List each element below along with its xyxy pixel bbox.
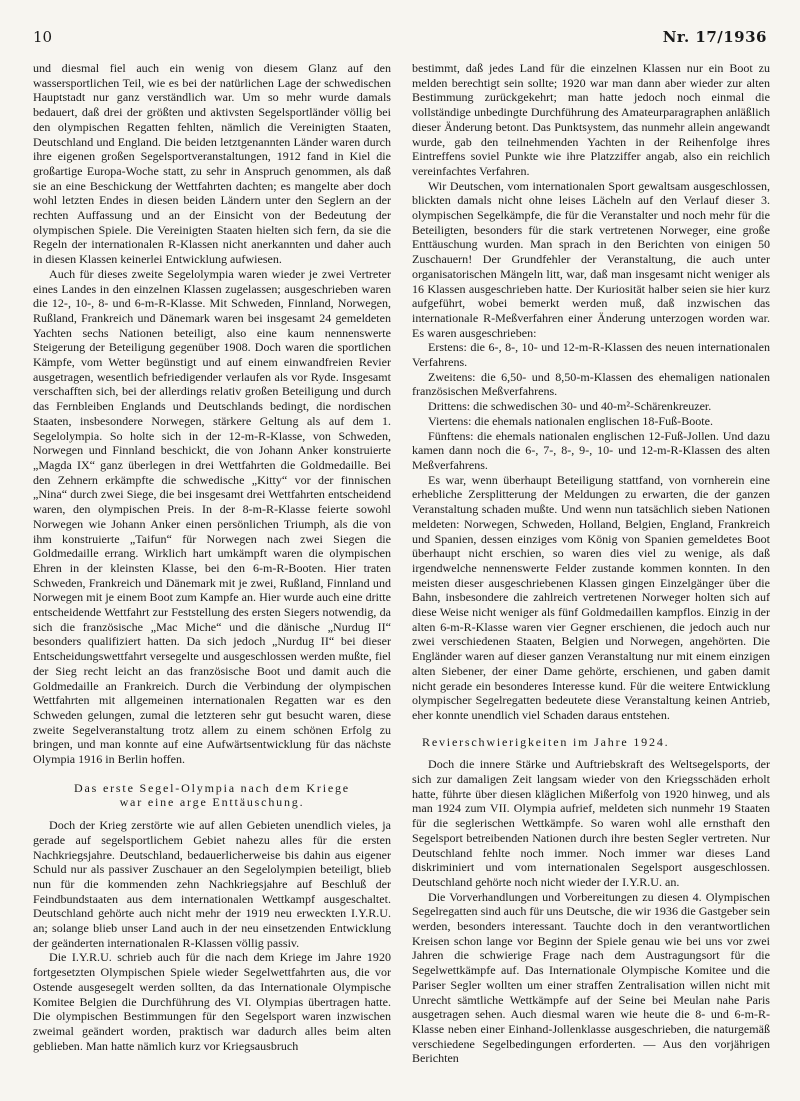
- section-heading: [33, 781, 391, 810]
- paragraph: Die I.Y.R.U. schrieb auch für die nach dem Kriege im Jahre 1920 fortgesetzten Olympischen Spiele wieder Segelwettfahrten aus, die vor Ostende ausgesegelt werden sollten, da das Internationale Olympische Komitee Belgien die Durchführung des VI. Olympias übertragen hatte. Die olympischen Bestimmungen für den Segelsport waren inzwischen zweimal geändert worden, praktisch war dadurch alles beim alten geblieben. Man hatte nämlich kurz vor Kriegsausbruch: [33, 950, 391, 1053]
- paragraph: Auch für dieses zweite Segelolympia waren wieder je zwei Vertreter eines Landes in den einzelnen Klassen zugelassen; ausgeschrieben waren die 12-, 10-, 8- und 6-m-R-Klasse. Mit Schweden, Finnland, Norwegen, Rußland, Frankreich und Dänemark waren bei insgesamt 24 gemeldeten Yachten sechs Nationen beteiligt, also eine kaum nennenswerte Steigerung der Beteiligung gegenüber 1908. Doch waren die sportlichen Kämpfe, vom Wetter begünstigt und auf einem einwandfreien Revier ausgetragen, wesentlich befriedigender verlaufen als vor Ryde. Insgesamt verschafften sich, bei der allerdings relativ großen Beteiligung und durch das Fernbleiben Englands und Deutschlands bedingt, die nordischen Staaten, insbesondere Norwegen, stärkere Geltung als auf dem 1. Segelolympia. So holte sich in der 12-m-R-Klasse, von Schweden, Norwegen und Finnland beschickt, die von Johann Anker konstruierte „Magda IX“ ganz überlegen in drei Wettfahrten die Goldmedaille. Bei den Zehnern erkämpfte die schwedische „Kitty“ vor der finnischen „Nina“ durch zwei Siege, die bei insgesamt drei Wettfahrten entscheidend waren, den olympischen Preis. In der 8-m-R-Klasse feierte sowohl Norwegen wie Johann Anker einen persönlichen Triumph, als die von ihm konstruierte „Taifun“ für Norwegen nach zwei Siegen die Goldmedaille errang. Wirklich hart umkämpft waren die olympischen Ehren in der kleinsten Klasse, bei den 6-m-R-Booten. Hier traten Schweden, Frankreich und Dänemark mit je zwei, Rußland, Finnland und Norwegen mit je einem Boot zum Kampfe an. Hier wurde auch eine dritte entscheidende Wettfahrt zur Feststellung des ersten Siegers notwendig, da sich die französische „Mac Miche“ und die dänische „Nurdug II“ besonders qualifiziert hatten. Da sich jedoch „Nurdug II“ bei dieser Entscheidungswettfahrt versegelte und ausgeschlossen werden mußte, fiel der Sieg recht leicht an das französische Boot und damit auch die Goldmedaille an Frankreich. Durch die Verbindung der olympischen Wettfahrten mit allgemeinen internationalen Regatten war es den Schweden gelungen, zumal die letzteren sehr gut besucht waren, diese zweite Segelveranstaltung trotz allem zu einem schönen Erfolg zu bringen, und man konnte auf eine Aufwärtsentwicklung für das nächste Olympia 1916 in Berlin hoffen.: [33, 266, 391, 767]
- paragraph: Wir Deutschen, vom internationalen Sport gewaltsam ausgeschlossen, blickten damals nicht ohne leises Lächeln auf den Verlauf dieser 3. olympischen Segelkämpfe, die für die Veranstalter und noch mehr für die Beteiligten, besonders für die stark vertretenen Norweger, eine große Enttäuschung wurden. Man sprach in den Berichten von einigen 50 Zuschauern! Der Grundfehler der Veranstaltung, die auch unter organisatorischen Mängeln litt, war, daß man insgesamt nicht weniger als 16 Klassen ausgeschrieben hatte. Der Kuriosität halber seien sie hier kurz aufgeführt, wobei bemerkt werden muß, daß inzwischen das internationale R-Meßverfahren einer Änderung unterzogen worden war. Es waren ausgeschrieben:: [412, 178, 770, 340]
- paragraph: und diesmal fiel auch ein wenig von diesem Glanz auf den wassersportlichen Teil, wie es bei der natürlichen Lage der schwedischen Hauptstadt nur ganz verständlich war. Um so mehr wurde damals bedauert, daß drei der größten und aktivsten Segelsportländer völlig bei den olympischen Regatten fehlten, nämlich die Vereinigten Staaten, Deutschland und England. Die beiden letztgenannten Länder waren durch ihre eigenen großen Segelsportveranstaltungen, 1912 fand in Kiel die großartige Europa-Woche statt, zu sehr in Anspruch genommen, als daß sie an eine Beschickung der Wettfahrten dachten; es mangelte aber doch wohl letzten Endes in diesen beiden Ländern unter den Seglern an der rechten Auffassung und an der Einsicht von der Bedeutung der olympischen Spiele. Die Vereinigten Staaten hielten sich fern, da sie die Regeln der internationalen R-Klassen nicht anerkannten und daher auch in diesen Klassen keinerlei Entwicklung aufwiesen.: [33, 61, 391, 267]
- page-header: [0, 28, 800, 52]
- list-item: Fünftens: die ehemals nationalen englischen 12-Fuß-Jollen. Und dazu kamen dann noch die 6-, 7-, 8-, 9-, 10- und 12-m-R-Klassen des alten Meßverfahrens.: [412, 428, 770, 472]
- section-heading: Revierschwierigkeiten im Jahre 1924.: [422, 734, 670, 749]
- paragraph: Die Vorverhandlungen und Vorbereitungen zu diesen 4. Olympischen Segelregatten sind auch für uns Deutsche, die wir 1936 die Gastgeber sein werden, besonders interessant. Tauchte doch in den verantwortlichen Kreisen schon lange vor Beginn der Spiele genau wie bei uns vor zwei Jahren die schwierige Frage nach dem Austragungsort für die Segelwettkämpfe auf. Das Internationale Olympische Komitee und die Pariser Segler wollten um einer straffen Zentralisation willen nicht mit Unrecht sämtliche Wettkämpfe auf der Seine bei Meulan nahe Paris ausgetragen sehen. Auch diesmal waren wie heute die 8- und 6-m-R-Klasse neben einer Einhand-Jollenklasse ausgeschrieben, die naturgemäß verschiedene Segelbedingungen erforderten. — Aus den vorjährigen Berichten: [412, 889, 770, 1066]
- list-item: Erstens: die 6-, 8-, 10- und 12-m-R-Klassen des neuen internationalen Verfahrens.: [412, 340, 770, 370]
- section-heading-line: Das erste Segel-Olympia nach dem Kriege: [74, 780, 350, 795]
- paragraph: Es war, wenn überhaupt Beteiligung stattfand, von vornherein eine erhebliche Zersplitterung der Meldungen zu erwarten, die der ganzen Veranstaltung schaden mußte. Und wenn nun tatsächlich sieben Nationen meldeten: Norwegen, Schweden, Holland, Belgien, England, Frankreich und Spanien, dessen einziges vom König von Spanien gemeldetes Boot überhaupt nicht erschien, so waren dies viel zu wenige, als daß irgendwelche nennenswerte Felder zustande kommen konnten. In den meisten dieser ausgeschriebenen Klassen gingen Einzelgänger über die Bahn, insbesondere die zahlreich vertretenen Norweger holten sich auf diese Weise nicht weniger als fünf Goldmedaillen kampflos. Einzig in der alten 6-m-R-Klasse waren vier Gegner erschienen, die jedoch auch nur zwei verschiedenen Staaten, Belgien und Norwegen, angehörten. Die Engländer waren auf dieser ganzen Veranstaltung nur mit einem einzigen alten Siebener, der einer Dame gehörte, erschienen, und gaben damit nicht gerade ein besonderes Interesse kund. Für die weitere Entwicklung olympischer Segelregatten bedeutete diese Veranstaltung keinen Antrieb, eher konnte unendlich viel Schaden daraus entstehen.: [412, 472, 770, 722]
- section-heading-line: war eine arge Enttäuschung.: [119, 795, 305, 810]
- list-item: Drittens: die schwedischen 30- und 40-m²-Schärenkreuzer.: [428, 399, 712, 414]
- paragraph: Doch der Krieg zerstörte wie auf allen Gebieten unendlich vieles, ja gerade auf segelsportlichem Gebiet nahezu alles für die ersten Nachkriegsjahre. Deutschland, bedauerlicherweise bis dahin aus eigener Schuld nur als passiver Zuschauer an den Segelolympien beteiligt, blieb nun für die kommenden zehn Nachkriegsjahre auf Beschluß der Feindbundstaaten aus dem internationalen Wettkampf ausgeschaltet. Deutschland gehörte auch nicht mehr der 1919 neu erweckten I.Y.R.U. an; solange blieb unser Land auch in der neu einsetzenden Entwicklung der geänderten internationalen R-Klassen völlig passiv.: [33, 818, 391, 950]
- page-number: 10: [33, 28, 53, 46]
- issue-number: Nr. 17/1936: [662, 28, 767, 46]
- right-column: [412, 61, 770, 1066]
- paragraph: Doch die innere Stärke und Auftriebskraft des Weltsegelsports, der sich zur damaligen Zeit langsam wieder von den Kriegsschäden erholt hatte, führte über diesen kläglichen Mißerfolg von 1920 hinweg, und als man 1924 zum VII. Olympia aufrief, meldeten sich nunmehr 19 Staaten für die seglerischen Wettkämpfe. So waren wohl alle ernsthaft den Segelsport betreibenden Nationen durch ihre besten Segler vertreten. Nur Deutschland fehlte noch immer. Noch immer war dieses Land diskriminiert und vom internationalen Segelsport ausgeschlossen. Deutschland gehörte noch nicht wieder der I.Y.R.U. an.: [412, 757, 770, 889]
- paragraph: bestimmt, daß jedes Land für die einzelnen Klassen nur ein Boot zu melden berechtigt sein sollte; 1920 war man dann aber wieder zur alten Bestimmung zurückgekehrt; man hatte jedoch noch einmal die vollständige unbedingte Durchführung des Amateurparagraphen anläßlich dieser Änderung betont. Das Punktsystem, das nunmehr allein angewandt wurde, gab den teilnehmenden Yachten in der Reihenfolge ihres Eintreffens soviel Punkte wie ihre Platzziffer angab, also ein reichlich vereinfachtes Verfahren.: [412, 61, 770, 178]
- list-item: Viertens: die ehemals nationalen englischen 18-Fuß-Boote.: [428, 413, 713, 428]
- list-item: Zweitens: die 6,50- und 8,50-m-Klassen des ehemaligen nationalen französischen Meßverfahrens.: [412, 369, 770, 399]
- left-column: [33, 61, 391, 1053]
